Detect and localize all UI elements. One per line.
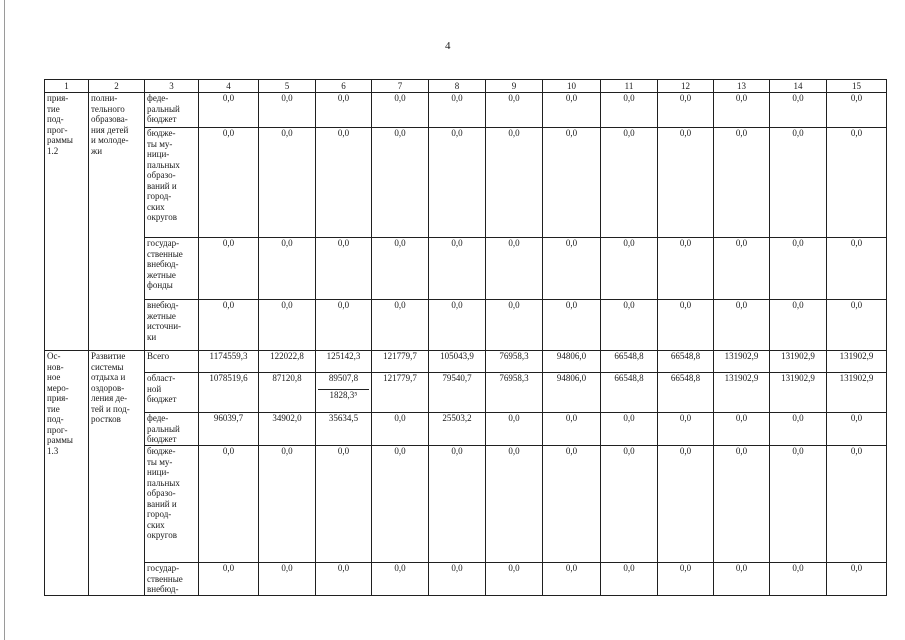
table-row [45,93,887,128]
value-cell: 0,0 [543,93,601,128]
value-cell: 0,0 [543,128,601,238]
value-cell: 0,0 [658,446,714,563]
header-row [45,80,887,93]
column-header: 1 [45,80,89,93]
column-header: 10 [543,80,601,93]
value-cell: 0,0 [658,238,714,300]
value-cell: 0,0 [714,446,770,563]
value-cell: 0,0 [429,128,486,238]
value-cell: 94806,0 [543,351,601,373]
table-row [45,413,887,446]
value-cell: 0,0 [372,446,429,563]
value-cell: 0,0 [486,300,543,351]
value-cell: 0,0 [316,446,372,563]
funding-source-cell: государ- ственные внебюд- [145,563,199,596]
value-cell: 131902,9 [770,373,827,413]
funding-source-cell: государ- ственные внебюд- жетные фонды [145,238,199,300]
value-cell: 0,0 [486,563,543,596]
value-cell: 0,0 [543,446,601,563]
value-cell: 0,0 [770,413,827,446]
value-cell: 125142,3 [316,351,372,373]
value-cell: 0,0 [429,300,486,351]
value-cell: 0,0 [770,563,827,596]
value-cell: 66548,8 [601,373,658,413]
value-cell: 0,0 [658,300,714,351]
value-cell: 35634,5 [316,413,372,446]
value-cell: 131902,9 [770,351,827,373]
value-cell: 66548,8 [601,351,658,373]
value-cell: 0,0 [543,413,601,446]
table-row [45,351,887,373]
value-cell: 0,0 [543,238,601,300]
value-cell: 0,0 [770,128,827,238]
value-cell: 0,0 [770,300,827,351]
value-cell: 0,0 [199,238,259,300]
column-header: 2 [89,80,145,93]
value-cell: 131902,9 [714,373,770,413]
value-cell: 0,0 [770,238,827,300]
value-cell: 0,0 [429,563,486,596]
table-row [45,300,887,351]
funding-source-cell: феде- ральный бюджет [145,413,199,446]
value-cell: 0,0 [259,446,316,563]
funding-source-cell: бюдже- ты му- ници- пальных образо- ваний и город- ских округов [145,128,199,238]
table-row [45,128,887,238]
page-left-edge [4,0,5,640]
value-cell: 131902,9 [827,373,887,413]
column-header: 14 [770,80,827,93]
column-header: 12 [658,80,714,93]
table-row [45,373,887,413]
value-cell: 0,0 [429,446,486,563]
column-header: 3 [145,80,199,93]
value-cell: 0,0 [372,93,429,128]
column-header: 11 [601,80,658,93]
value-cell: 0,0 [259,563,316,596]
value-cell: 0,0 [259,300,316,351]
value-cell: 0,0 [372,563,429,596]
value-cell: 0,0 [714,563,770,596]
value-cell: 0,0 [486,413,543,446]
value-cell: 131902,9 [827,351,887,373]
value-cell: 0,0 [601,446,658,563]
column-header: 5 [259,80,316,93]
value-cell: 105043,9 [429,351,486,373]
value-cell: 25503,2 [429,413,486,446]
value-cell: 76958,3 [486,351,543,373]
table-body [45,93,887,596]
value-cell: 0,0 [827,563,887,596]
value-cell: 131902,9 [714,351,770,373]
column-header: 4 [199,80,259,93]
value-cell: 0,0 [199,128,259,238]
value-cell: 0,0 [199,563,259,596]
value-cell: 34902,0 [259,413,316,446]
value-cell: 0,0 [658,128,714,238]
measure-name-cell: полни- тельного образова- ния детей и молоде- жи [89,93,145,351]
value-cell: 0,0 [714,128,770,238]
value-cell: 0,0 [543,300,601,351]
value-cell: 0,0 [714,413,770,446]
value-cell: 1078519,6 [199,373,259,413]
value-cell: 122022,8 [259,351,316,373]
column-header: 15 [827,80,887,93]
value-cell: 0,0 [259,238,316,300]
value-cell: 0,0 [316,93,372,128]
value-cell: 0,0 [827,300,887,351]
value-cell: 0,0 [316,563,372,596]
value-cell: 0,0 [714,300,770,351]
value-cell: 76958,3 [486,373,543,413]
value-cell [316,373,372,413]
value-cell: 0,0 [486,446,543,563]
value-cell: 0,0 [601,563,658,596]
value-cell: 0,0 [316,128,372,238]
funding-source-cell: внебюд- жетные источни- ки [145,300,199,351]
value-cell: 0,0 [770,93,827,128]
value-cell: 1174559,3 [199,351,259,373]
value-cell: 0,0 [658,413,714,446]
column-header: 13 [714,80,770,93]
value-cell: 0,0 [372,238,429,300]
value-footnote: 1828,3⁵ [318,389,369,401]
value-cell: 0,0 [316,238,372,300]
column-header: 8 [429,80,486,93]
value-cell: 0,0 [601,128,658,238]
value-cell: 0,0 [658,93,714,128]
value-cell: 0,0 [486,93,543,128]
value-cell: 0,0 [714,238,770,300]
value-cell: 0,0 [372,413,429,446]
value-cell: 121779,7 [372,373,429,413]
table-row [45,563,887,596]
value-cell: 0,0 [259,93,316,128]
value-cell: 0,0 [316,300,372,351]
value-cell: 79540,7 [429,373,486,413]
value-cell: 0,0 [199,446,259,563]
measure-code-cell: Ос- нов- ное меро- прия- тие под- прог- раммы 1.3 [45,351,89,596]
value-cell: 0,0 [601,93,658,128]
value-cell: 0,0 [259,128,316,238]
value-cell: 0,0 [658,563,714,596]
funding-source-cell: област- ной бюджет [145,373,199,413]
page-number: 4 [445,40,451,52]
value-main: 89507,8 [328,373,359,383]
funding-source-cell: феде- ральный бюджет [145,93,199,128]
column-header: 7 [372,80,429,93]
value-cell: 0,0 [770,446,827,563]
value-cell: 0,0 [601,238,658,300]
value-cell: 0,0 [486,238,543,300]
value-cell: 87120,8 [259,373,316,413]
value-cell: 96039,7 [199,413,259,446]
value-cell: 121779,7 [372,351,429,373]
column-header: 9 [486,80,543,93]
table-row [45,238,887,300]
value-cell: 0,0 [827,238,887,300]
table-row [45,446,887,563]
value-cell: 0,0 [827,128,887,238]
value-cell: 0,0 [372,300,429,351]
value-cell: 66548,8 [658,351,714,373]
column-header: 6 [316,80,372,93]
value-cell: 0,0 [199,300,259,351]
value-cell: 0,0 [827,413,887,446]
value-cell: 0,0 [827,446,887,563]
funding-source-cell: бюдже- ты му- ници- пальных образо- ваний и город- ских округов [145,446,199,563]
funding-source-cell: Всего [145,351,199,373]
value-cell: 0,0 [429,93,486,128]
value-cell: 0,0 [543,563,601,596]
value-cell: 0,0 [486,128,543,238]
value-cell: 0,0 [601,413,658,446]
measure-name-cell: Развитие системы отдыха и оздоров- ления де- тей и под- ростков [89,351,145,596]
measure-code-cell: прия- тие под- прог- раммы 1.2 [45,93,89,351]
value-cell: 0,0 [827,93,887,128]
value-cell: 0,0 [199,93,259,128]
value-cell: 0,0 [429,238,486,300]
budget-table [44,79,887,596]
value-cell: 0,0 [601,300,658,351]
value-cell: 66548,8 [658,373,714,413]
value-cell: 0,0 [372,128,429,238]
value-cell: 0,0 [714,93,770,128]
value-cell: 94806,0 [543,373,601,413]
